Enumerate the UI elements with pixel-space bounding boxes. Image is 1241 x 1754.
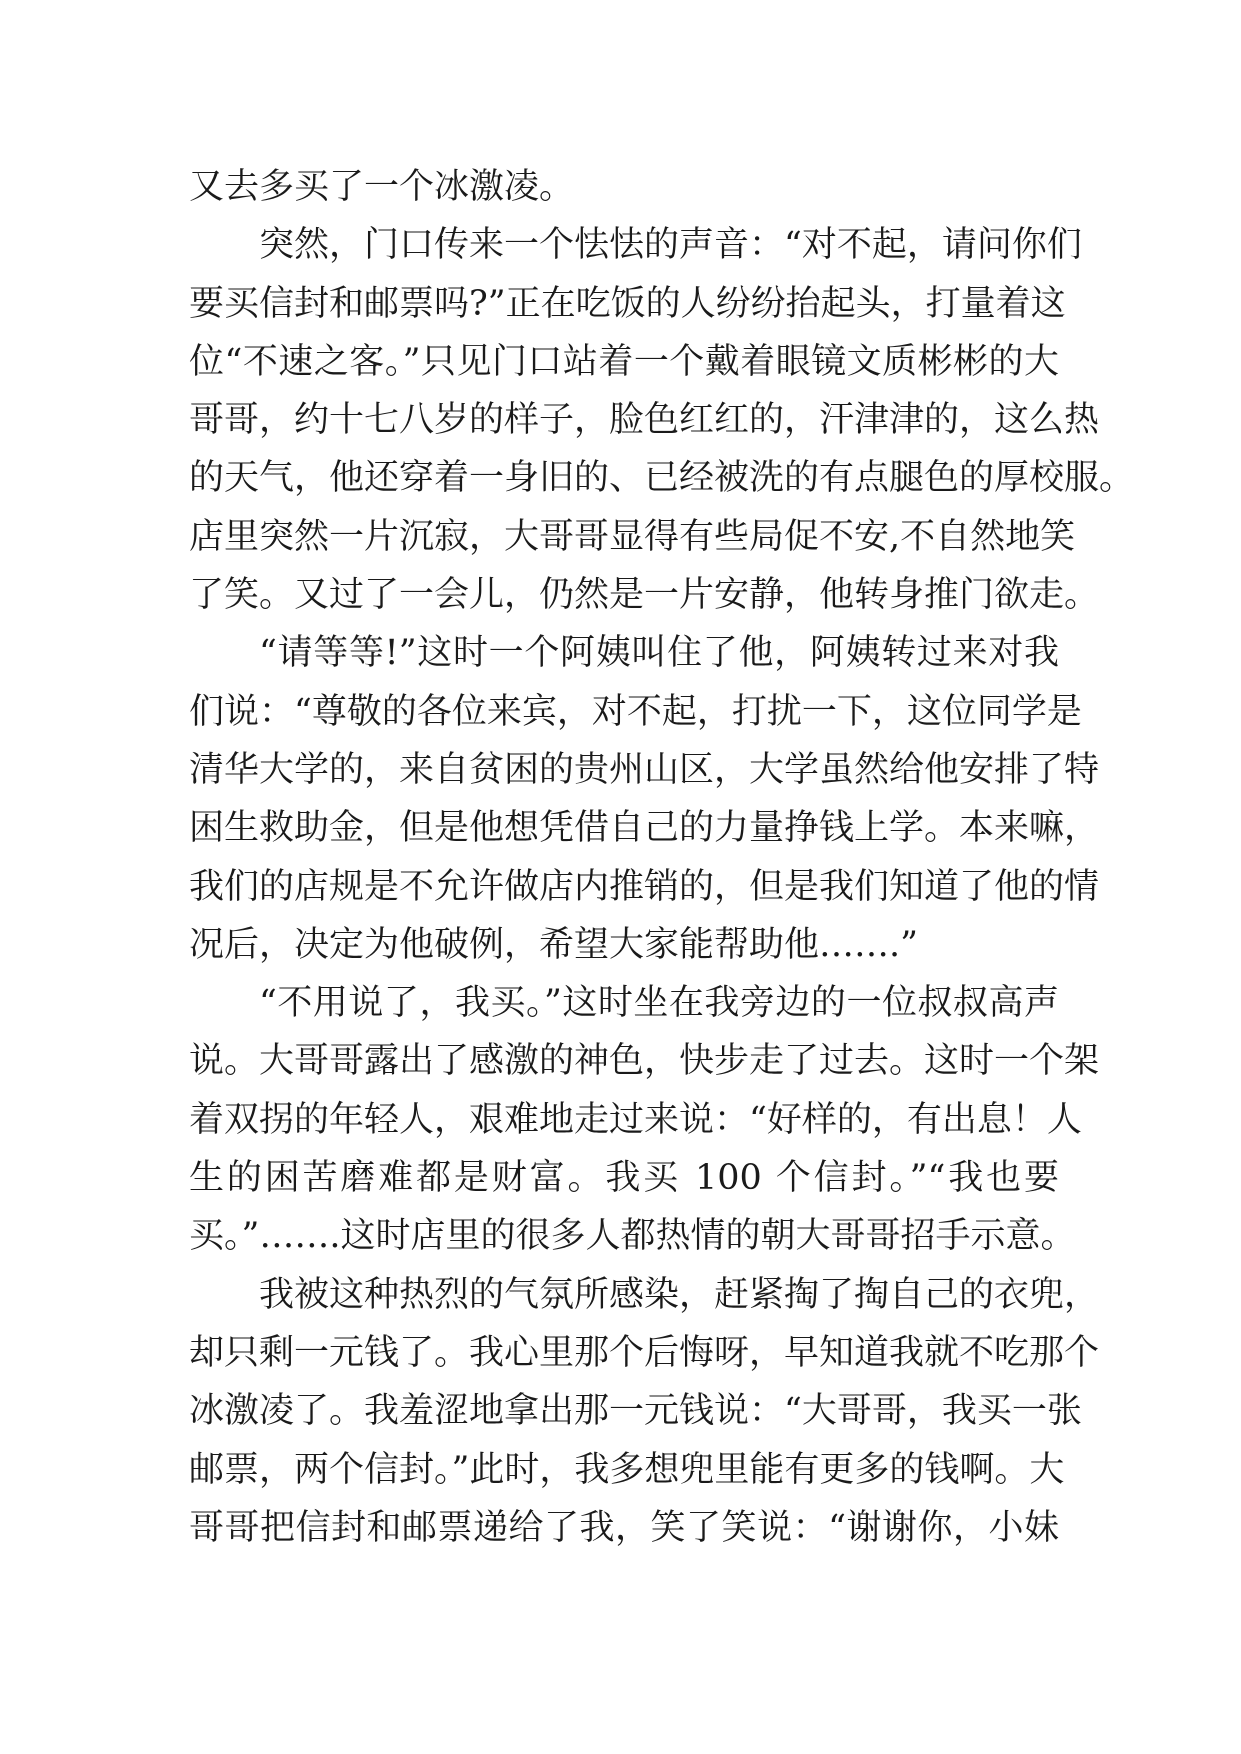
text-line: 况后，决定为他破例，希望大家能帮助他…….”	[189, 924, 919, 965]
text-line: 又去多买了一个冰激凌。	[189, 167, 575, 207]
text-line: 生的困苦磨难都是财富。我买 100 个信封。”“我也要	[189, 1158, 1059, 1199]
text-line: 邮票，两个信封。”此时，我多想兜里能有更多的钱啊。大	[189, 1449, 1065, 1490]
text-line: 我被这种热烈的气氛所感染，赶紧掏了掏自己的衣兜，	[259, 1274, 1100, 1315]
text-line: 清华大学的，来自贫困的贵州山区，大学虽然给他安排了特	[189, 749, 1100, 790]
text-line: 突然，门口传来一个怯怯的声音：“对不起，请问你们	[259, 225, 1082, 266]
text-line: 哥哥，约十七八岁的样子，脸色红红的，汗津津的，这么热	[189, 400, 1100, 441]
text-line: 哥哥把信封和邮票递给了我，笑了笑说：“谢谢你，小妹	[189, 1507, 1059, 1548]
text-line: 冰激凌了。我羞涩地拿出那一元钱说：“大哥哥，我买一张	[189, 1391, 1082, 1432]
text-line: “不用说了，我买。”这时坐在我旁边的一位叔叔高声	[259, 983, 1059, 1024]
text-line: 店里突然一片沉寂，大哥哥显得有些局促不安,不自然地笑	[189, 516, 1076, 557]
body-text	[189, 158, 1135, 1557]
text-line: 要买信封和邮票吗?”正在吃饭的人纷纷抬起头，打量着这	[189, 283, 1066, 324]
text-line: 却只剩一元钱了。我心里那个后悔呀，早知道我就不吃那个	[189, 1332, 1100, 1373]
text-line: 买。”…….这时店里的很多人都热情的朝大哥哥招手示意。	[189, 1216, 1076, 1257]
text-line: 们说：“尊敬的各位来宾，对不起，打扰一下，这位同学是	[189, 691, 1082, 732]
text-line: 着双拐的年轻人，艰难地走过来说：“好样的，有出息！人	[189, 1099, 1082, 1140]
text-line: 我们的店规是不允许做店内推销的，但是我们知道了他的情	[189, 866, 1100, 907]
text-line: 的天气，他还穿着一身旧的、已经被洗的有点腿色的厚校服。	[189, 458, 1135, 499]
text-line: “请等等!”这时一个阿姨叫住了他，阿姨转过来对我	[259, 633, 1059, 674]
text-line: 说。大哥哥露出了感激的神色，快步走了过去。这时一个架	[189, 1041, 1100, 1082]
text-line: 位“不速之客。”只见门口站着一个戴着眼镜文质彬彬的大	[189, 341, 1059, 382]
text-line: 困生救助金，但是他想凭借自己的力量挣钱上学。本来嘛，	[189, 808, 1100, 849]
text-line: 了笑。又过了一会儿，仍然是一片安静，他转身推门欲走。	[189, 575, 1100, 616]
